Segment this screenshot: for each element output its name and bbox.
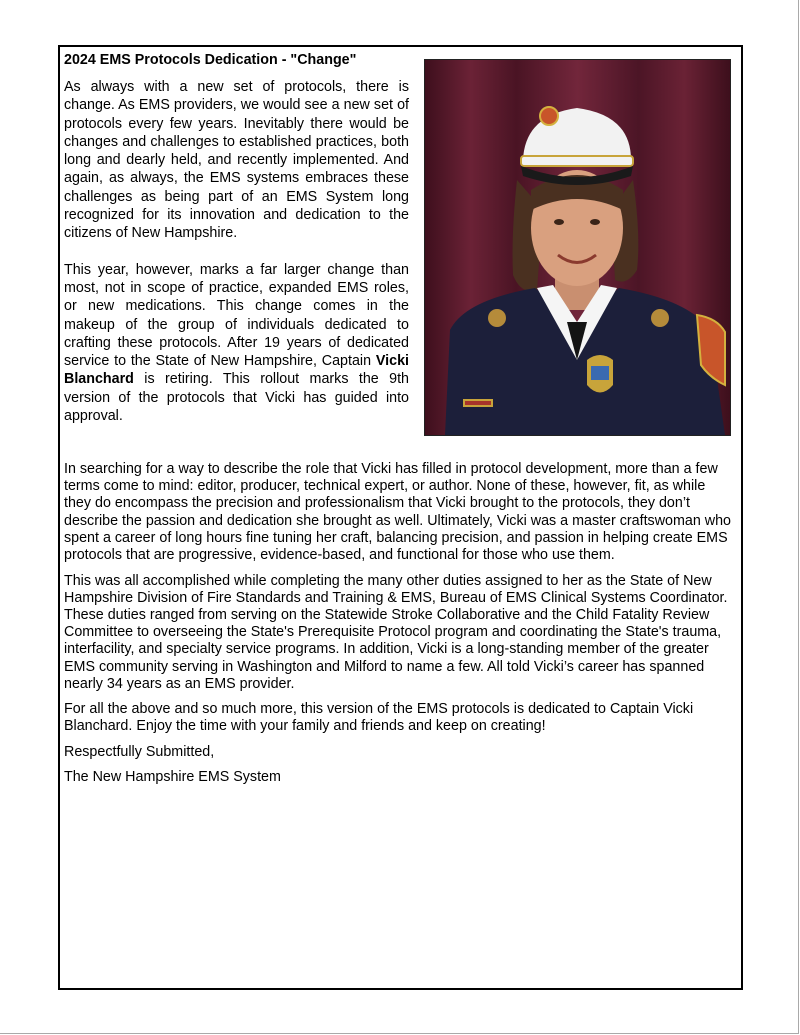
closing-line: Respectfully Submitted,: [64, 743, 215, 760]
intro-paragraph: As always with a new set of protocols, there is change. As EMS providers, we would see a new set of protocols every few years. Inevitably there would be changes and challenges to established practices, both long and dearly held, and recently implemented. And again, as always, the EMS systems embraces these challenges as being part of an EMS System long recognized for its innovation and dedication to the citizens of New Hampshire.: [64, 79, 409, 242]
duties-paragraph: This was all accomplished while completing the many other duties assigned to her as the State of New Hampshire Division of Fire Standards and Training & EMS, Bureau of EMS Clinical Systems Coordinator. These duties ranged from serving on the Statewide Stroke Collaborative and the Child Fatality Review Committee to overseeing the State's Prerequisite Protocol program and coordinating the State's trauma, interfacility, and specialty service programs. In addition, Vicki is a long-standing member of the greater EMS community serving in Washington and Milford to name a few. All told Vicki’s career has spanned nearly 34 years as an EMS provider.: [64, 572, 728, 692]
change-paragraph-end: is retiring. This rollout marks the 9th version of the protocols that Vicki has guided into approval.: [64, 371, 409, 425]
change-paragraph: [64, 261, 409, 426]
role-paragraph: In searching for a way to describe the role that Vicki has filled in protocol development, more than a few terms come to mind: editor, producer, technical expert, or author. None of these, however, fit, as while they do encompass the precision and professionalism that Vicki brought to the protocols, they don’t describe the passion and dedication she brought as well. Ultimately, Vicki was a master craftswoman who spent a career of long hours fine tuning her craft, balancing precision, and passion in helping create EMS protocols that are progressive, evidence-based, and functional for those who use them.: [64, 461, 731, 564]
body-text: [64, 461, 736, 795]
dedication-title: 2024 EMS Protocols Dedication - "Change": [64, 52, 357, 68]
change-paragraph-start: This year, however, marks a far larger change than most, not in scope of practice, expanded EMS roles, or new medications. This change comes in the makeup of the group of individuals dedicated to crafting these protocols. After 19 years of dedicated service to the State of New Hampshire, Captain: [64, 261, 409, 370]
cap-badge: [540, 107, 558, 125]
intro-column: [64, 78, 409, 425]
honoree-name: Vicki Blanchard: [64, 353, 409, 388]
portrait-photo: [424, 59, 731, 436]
dedication-paragraph: For all the above and so much more, this version of the EMS protocols is dedicated to Captain Vicki Blanchard. Enjoy the time with your family and friends and keep on creating!: [64, 701, 694, 735]
signature-line: The New Hampshire EMS System: [64, 769, 281, 786]
